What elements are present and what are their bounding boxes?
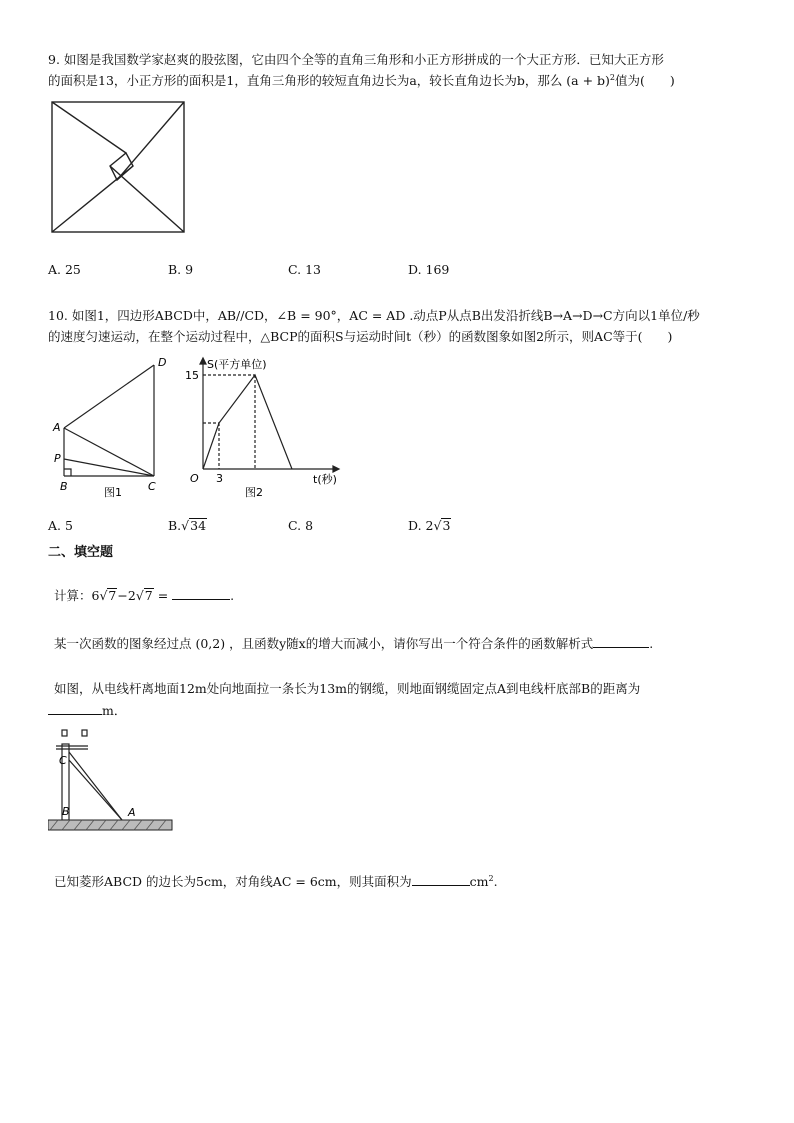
fig2-xlabel: t(秒) [313, 473, 337, 486]
q9-line2-pre: 的面积是13，小正方形的面积是1，直角三角形的较短直角边长为a，较长直角边长为b，那么 (a + b) [48, 73, 610, 88]
fig2-xtick-3: 3 [216, 472, 223, 485]
q10-option-d-prefix: D. 2 [408, 518, 434, 533]
fig1-caption: 图1 [104, 486, 122, 499]
fill2-end: . [649, 636, 654, 651]
zhao-shuang-figure [50, 100, 186, 234]
q9-line1: 9. 如图是我国数学家赵爽的股弦图，它由四个全等的直角三角形和小正方形拼成的一个大正方形．已知大正方形 [48, 52, 664, 67]
fill1-eq: = [153, 588, 173, 603]
fill4-unit: cm [469, 874, 489, 889]
fig1-label-c: C [148, 480, 156, 493]
fig1-label-b: B [60, 480, 68, 493]
fill3-answer-blank[interactable] [48, 700, 102, 715]
fill3-line2 [48, 700, 126, 722]
fill2-answer-blank[interactable] [593, 633, 649, 648]
q9-option-d[interactable]: D. 169 [408, 262, 450, 277]
q9-line2-post: 值为( ) [615, 73, 675, 88]
q9-option-a[interactable]: A. 25 [48, 262, 81, 277]
q10-option-b[interactable]: B.√34 [168, 518, 207, 533]
fill3-line1: 如图，从电线杆离地面12m处向地面拉一条长为13m的钢缆，则地面钢缆固定点A到电线杆底部B的距离为 [54, 681, 641, 696]
q10-option-d-radicand: 3 [442, 518, 451, 533]
fill4-end: . [493, 874, 498, 889]
fill1-answer-blank[interactable] [172, 585, 230, 600]
fig1-label-d: D [158, 356, 167, 369]
fill1-mid: −2 [117, 588, 136, 603]
pole-label-b: B [62, 805, 70, 818]
fill2 [54, 633, 653, 655]
q10-option-d[interactable]: D. 2√3 [408, 518, 451, 533]
fill1-rad1: 7 [108, 588, 117, 603]
q9-options [48, 262, 648, 278]
section-title: 二、填空题 [48, 545, 114, 560]
fill3-unit: m． [102, 703, 127, 718]
fig1-label-a: A [53, 421, 61, 434]
fill4-sup: 2 [488, 873, 494, 883]
q10-option-a[interactable]: A. 5 [48, 518, 73, 533]
fill4 [54, 871, 498, 893]
q10-line2: 的速度匀速运动，在整个运动过程中，△BCP的面积S与运动时间t（秒）的函数图象如图2所示，则AC等于( ) [48, 329, 673, 344]
fig2-caption: 图2 [245, 486, 263, 499]
q10-options [48, 518, 648, 536]
q9-option-b[interactable]: B. 9 [168, 262, 194, 277]
fill1-pre: 计算：6 [54, 588, 100, 603]
fig2-origin: O [190, 472, 199, 485]
fill1: 计算：6√7−2√7 = . [54, 585, 234, 607]
fig1-label-p: P [54, 452, 61, 465]
q10-figure2 [183, 356, 343, 501]
q9-line2 [48, 70, 675, 92]
q10-option-b-radicand: 34 [190, 518, 207, 533]
q10-option-b-prefix: B. [168, 518, 182, 533]
pole-label-a: A [128, 806, 136, 819]
fill2-text: 某一次函数的图象经过点 (0,2) ，且函数y随x的增大而减小，请你写出一个符合条件的函数解析式 [54, 636, 594, 651]
fill4-answer-blank[interactable] [412, 871, 470, 886]
pole-label-c: C [59, 754, 67, 767]
pole-figure [48, 724, 176, 834]
fill1-rad2: 7 [144, 588, 153, 603]
q10-line1: 10. 如图1，四边形ABCD中，AB//CD，∠B = 90°，AC = AD .动点P从点B出发沿折线B→A→D→C方向以1单位/秒 [48, 308, 700, 323]
fig2-ytick-15: 15 [185, 369, 199, 382]
fill1-end: . [230, 588, 235, 603]
fill4-pre: 已知菱形ABCD 的边长为5cm，对角线AC = 6cm，则其面积为 [54, 874, 412, 889]
q10-figure1 [48, 356, 173, 501]
fig2-ylabel: S(平方单位) [207, 358, 267, 371]
q9-line2-sup: 2 [609, 72, 616, 82]
q10-option-c[interactable]: C. 8 [288, 518, 314, 533]
q9-option-c[interactable]: C. 13 [288, 262, 321, 277]
